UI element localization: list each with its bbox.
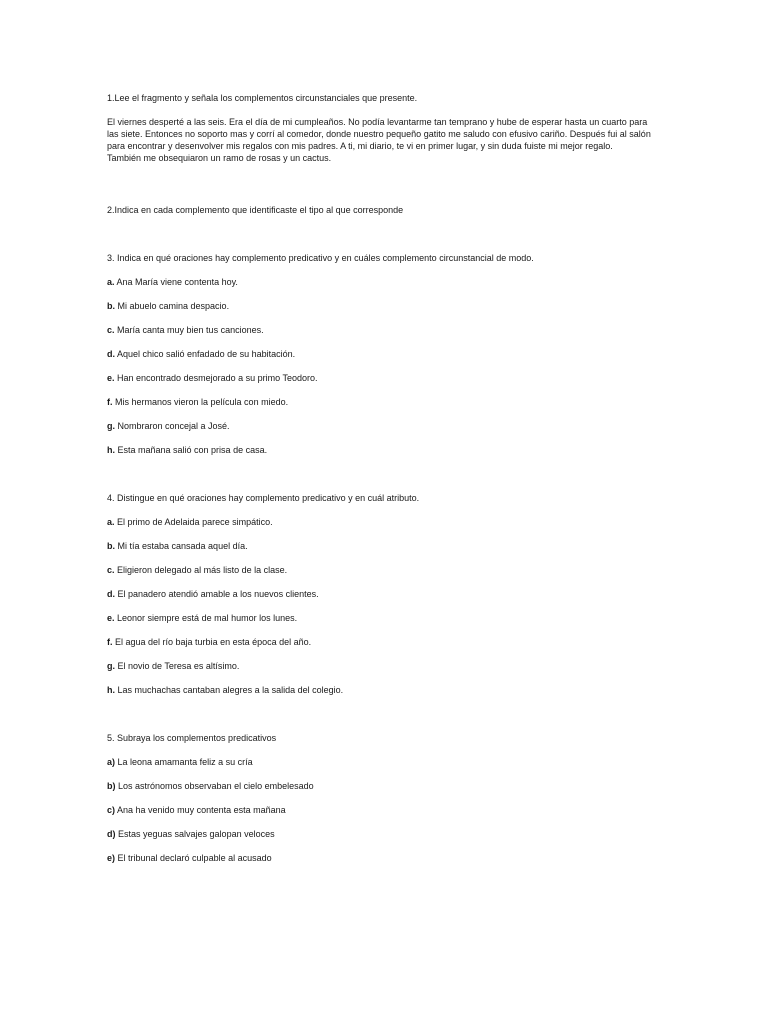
item-label: c): [107, 805, 116, 815]
item-text: Aquel chico salió enfadado de su habitación.: [115, 349, 296, 359]
item-text: El primo de Adelaida parece simpático.: [114, 517, 273, 527]
question-4: [107, 492, 667, 504]
item-label: b): [107, 781, 116, 791]
item-label: a.: [107, 517, 115, 527]
item-label: h.: [107, 685, 115, 695]
question-4-item: [107, 588, 667, 600]
item-label: e): [107, 853, 116, 863]
question-3-item: [107, 348, 667, 360]
question-4-item: [107, 684, 667, 696]
item-text: Eligieron delegado al más listo de la clase.: [114, 565, 288, 575]
item-label: f.: [107, 397, 113, 407]
question-5-item: [107, 804, 667, 816]
question-4-item: [107, 660, 667, 672]
item-text: El novio de Teresa es altísimo.: [115, 661, 240, 671]
fragment-line: las siete. Entonces no soporto mas y corrí al comedor, donde nuestro pequeño gatito me saludo con efusivo cariño. Después fui al salón: [107, 129, 651, 139]
question-5-item: [107, 780, 667, 792]
item-label: a.: [107, 277, 115, 287]
item-text: Los astrónomos observaban el cielo embelesado: [115, 781, 314, 791]
question-4-heading: 4. Distingue en qué oraciones hay complemento predicativo y en cuál atributo.: [107, 493, 420, 503]
item-label: d): [107, 829, 116, 839]
item-label: b.: [107, 541, 115, 551]
item-label: d.: [107, 589, 115, 599]
item-label: b.: [107, 301, 115, 311]
question-1-fragment: [107, 116, 667, 164]
item-label: d.: [107, 349, 115, 359]
question-2-heading: 2.Indica en cada complemento que identificaste el tipo al que corresponde: [107, 205, 404, 215]
fragment-line: El viernes desperté a las seis. Era el día de mi cumpleaños. No podía levantarme tan temprano y hube de esperar hasta un cuarto para: [107, 117, 648, 127]
question-3-item: [107, 444, 667, 456]
item-text: Han encontrado desmejorado a su primo Teodoro.: [114, 373, 318, 383]
question-1: [107, 92, 667, 104]
fragment-line: para encontrar y desenvolver mis regalos con mis padres. A ti, mi diario, te vi en primer lugar, y sin duda fuiste mi mejor regalo.: [107, 141, 613, 151]
question-5-heading: 5. Subraya los complementos predicativos: [107, 733, 277, 743]
fragment-line: También me obsequiaron un ramo de rosas y un cactus.: [107, 153, 332, 163]
item-label: h.: [107, 445, 115, 455]
item-label: g.: [107, 661, 115, 671]
question-5: [107, 732, 667, 744]
item-label: a): [107, 757, 116, 767]
item-text: Esta mañana salió con prisa de casa.: [115, 445, 268, 455]
item-text: María canta muy bien tus canciones.: [114, 325, 264, 335]
item-text: El tribunal declaró culpable al acusado: [115, 853, 272, 863]
question-3-item: [107, 372, 667, 384]
question-3-item: [107, 324, 667, 336]
item-label: e.: [107, 373, 115, 383]
question-3-heading: 3. Indica en qué oraciones hay complemento predicativo y en cuáles complemento circunstancial de modo.: [107, 253, 534, 263]
question-4-item: [107, 516, 667, 528]
item-label: f.: [107, 637, 113, 647]
item-label: c.: [107, 325, 115, 335]
item-text: El panadero atendió amable a los nuevos clientes.: [115, 589, 319, 599]
question-5-item: [107, 756, 667, 768]
question-3: [107, 252, 667, 264]
item-text: Ana María viene contenta hoy.: [114, 277, 238, 287]
item-text: Las muchachas cantaban alegres a la salida del colegio.: [115, 685, 344, 695]
item-text: Leonor siempre está de mal humor los lunes.: [114, 613, 298, 623]
question-3-item: [107, 396, 667, 408]
question-4-item: [107, 612, 667, 624]
item-text: La leona amamanta feliz a su cría: [115, 757, 253, 767]
item-label: g.: [107, 421, 115, 431]
item-text: Mis hermanos vieron la película con miedo.: [112, 397, 289, 407]
item-text: Mi abuelo camina despacio.: [115, 301, 230, 311]
item-text: Mi tía estaba cansada aquel día.: [115, 541, 248, 551]
question-4-item: [107, 540, 667, 552]
item-label: e.: [107, 613, 115, 623]
question-2: [107, 204, 667, 216]
item-label: c.: [107, 565, 115, 575]
item-text: Nombraron concejal a José.: [115, 421, 230, 431]
question-3-item: [107, 300, 667, 312]
question-5-item: [107, 852, 667, 864]
item-text: Ana ha venido muy contenta esta mañana: [115, 805, 286, 815]
question-1-heading: 1.Lee el fragmento y señala los complementos circunstanciales que presente.: [107, 93, 418, 103]
item-text: Estas yeguas salvajes galopan veloces: [115, 829, 275, 839]
question-3-item: [107, 420, 667, 432]
question-4-item: [107, 564, 667, 576]
question-3-item: [107, 276, 667, 288]
question-4-item: [107, 636, 667, 648]
item-text: El agua del río baja turbia en esta época del año.: [112, 637, 312, 647]
question-5-item: [107, 828, 667, 840]
